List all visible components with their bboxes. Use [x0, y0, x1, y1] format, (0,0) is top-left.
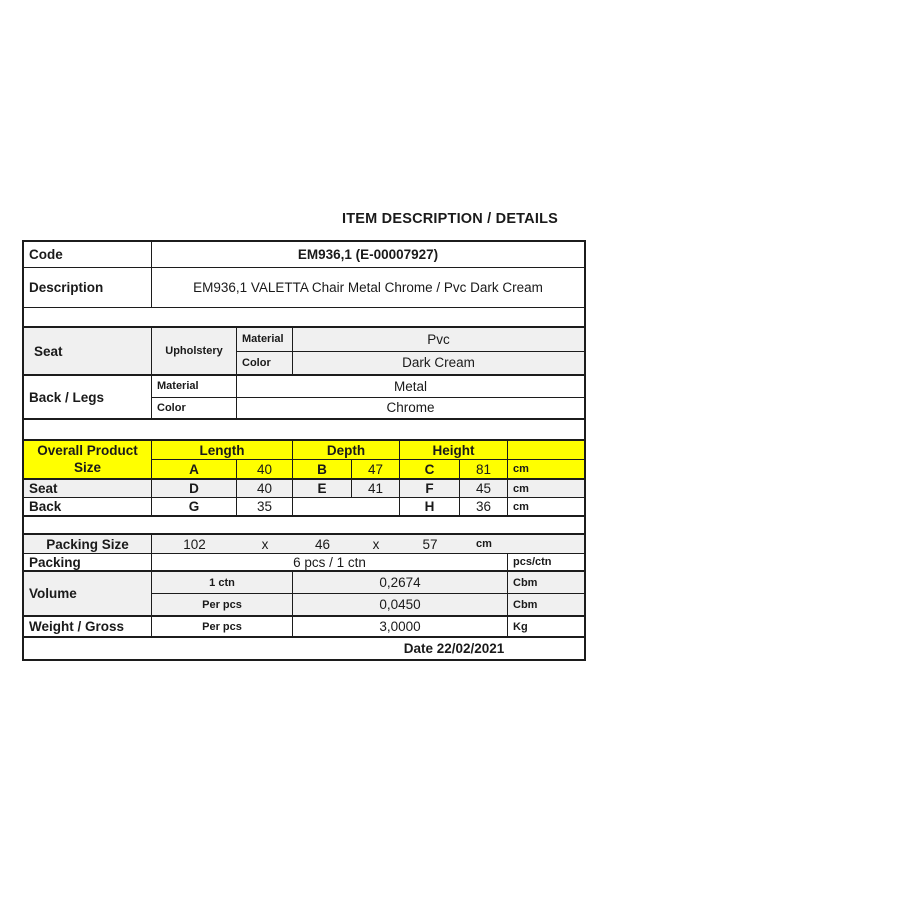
- packing-size-x1: x: [261, 536, 269, 552]
- back-color-label: Color: [152, 398, 237, 419]
- size-header-section: [24, 441, 584, 480]
- volume-section: [24, 572, 584, 617]
- volume-label: Volume: [24, 572, 152, 615]
- packing-value: 6 pcs / 1 ctn: [152, 554, 508, 570]
- overall-depth-value: 47: [352, 460, 400, 478]
- size-unit-header-blank: [508, 441, 584, 459]
- seat-length-value: 40: [237, 480, 293, 497]
- overall-length-key: A: [152, 460, 237, 478]
- seat-material-value: Pvc: [427, 331, 450, 347]
- weight-row: [24, 617, 584, 638]
- back-length-value: 35: [237, 498, 293, 515]
- back-legs-label: Back / Legs: [24, 376, 152, 418]
- packing-row: [24, 554, 584, 572]
- seat-section-label: Seat: [24, 328, 152, 374]
- back-size-label: Back: [24, 498, 152, 515]
- volume-carton-row: [152, 572, 584, 594]
- packing-unit: pcs/ctn: [513, 556, 552, 568]
- back-legs-section: [24, 376, 584, 420]
- weight-value: 3,0000: [293, 617, 508, 636]
- overall-height-value: 81: [460, 460, 508, 478]
- volume-piece-row: [152, 594, 584, 615]
- spacer-row: [24, 308, 584, 328]
- overall-height-key: C: [400, 460, 460, 478]
- volume-piece-per: Per pcs: [152, 594, 293, 615]
- weight-label: Weight / Gross: [24, 617, 152, 636]
- back-color-value: Chrome: [386, 400, 435, 416]
- seat-unit: cm: [513, 482, 529, 495]
- description-label: Description: [24, 268, 152, 307]
- volume-piece-unit: Cbm: [513, 598, 538, 611]
- seat-color-value: Dark Cream: [402, 355, 475, 371]
- back-size-row: [24, 498, 584, 517]
- description-value: EM936,1 VALETTA Chair Metal Chrome / Pvc Dark Cream: [193, 280, 543, 295]
- overall-size-label: Overall Product Size: [24, 441, 152, 478]
- packing-size-label: Packing Size: [24, 535, 152, 553]
- code-value: EM936,1 (E-00007927): [297, 247, 439, 262]
- spacer-row: [24, 420, 584, 441]
- back-material-value: Metal: [393, 378, 427, 394]
- page-title: ITEM DESCRIPTION / DETAILS: [342, 211, 558, 227]
- back-unit: cm: [513, 500, 529, 513]
- date-row: [24, 638, 584, 659]
- back-material-row: [152, 376, 584, 398]
- back-depth-blank: [293, 498, 400, 515]
- back-height-value: 36: [460, 498, 508, 515]
- size-dimension-headers: [152, 441, 584, 460]
- overall-depth-key: B: [293, 460, 352, 478]
- volume-piece-value: 0,0450: [293, 594, 508, 615]
- seat-material-label: Material: [237, 328, 293, 351]
- seat-height-key: F: [400, 480, 460, 497]
- back-color-row: [152, 398, 584, 419]
- seat-color-label: Color: [237, 352, 293, 375]
- packing-size-row: [24, 535, 584, 554]
- packing-size-x2: x: [372, 536, 380, 552]
- packing-size-blank: [508, 535, 584, 553]
- weight-per: Per pcs: [152, 617, 293, 636]
- seat-materials-section: [24, 328, 584, 376]
- seat-depth-value: 41: [352, 480, 400, 497]
- seat-height-value: 45: [460, 480, 508, 497]
- overall-size-row: [152, 460, 584, 478]
- packing-size-depth: 46: [314, 536, 331, 552]
- depth-header: Depth: [293, 441, 400, 459]
- code-label: Code: [24, 242, 152, 267]
- packing-label: Packing: [24, 554, 152, 570]
- packing-size-height: 57: [422, 536, 438, 552]
- volume-carton-value: 0,2674: [293, 572, 508, 593]
- height-header: Height: [400, 441, 508, 459]
- packing-size-unit: cm: [476, 538, 492, 550]
- seat-depth-key: E: [293, 480, 352, 497]
- code-row: [24, 242, 584, 268]
- seat-material-row: [237, 328, 584, 352]
- upholstery-label: Upholstery: [152, 328, 237, 374]
- seat-length-key: D: [152, 480, 237, 497]
- overall-length-value: 40: [237, 460, 293, 478]
- description-row: [24, 268, 584, 308]
- volume-carton-unit: Cbm: [513, 576, 538, 589]
- seat-size-row: [24, 480, 584, 498]
- volume-carton-per: 1 ctn: [152, 572, 293, 593]
- seat-color-row: [237, 352, 584, 375]
- length-header: Length: [152, 441, 293, 459]
- seat-size-label: Seat: [24, 480, 152, 497]
- back-length-key: G: [152, 498, 237, 515]
- spec-sheet-table: [22, 240, 586, 661]
- back-height-key: H: [400, 498, 460, 515]
- overall-unit: cm: [513, 463, 529, 475]
- date-value: Date 22/02/2021: [403, 641, 505, 656]
- spacer-row: [24, 517, 584, 535]
- weight-unit: Kg: [513, 620, 528, 633]
- packing-size-length: 102: [183, 536, 206, 552]
- back-material-label: Material: [152, 376, 237, 397]
